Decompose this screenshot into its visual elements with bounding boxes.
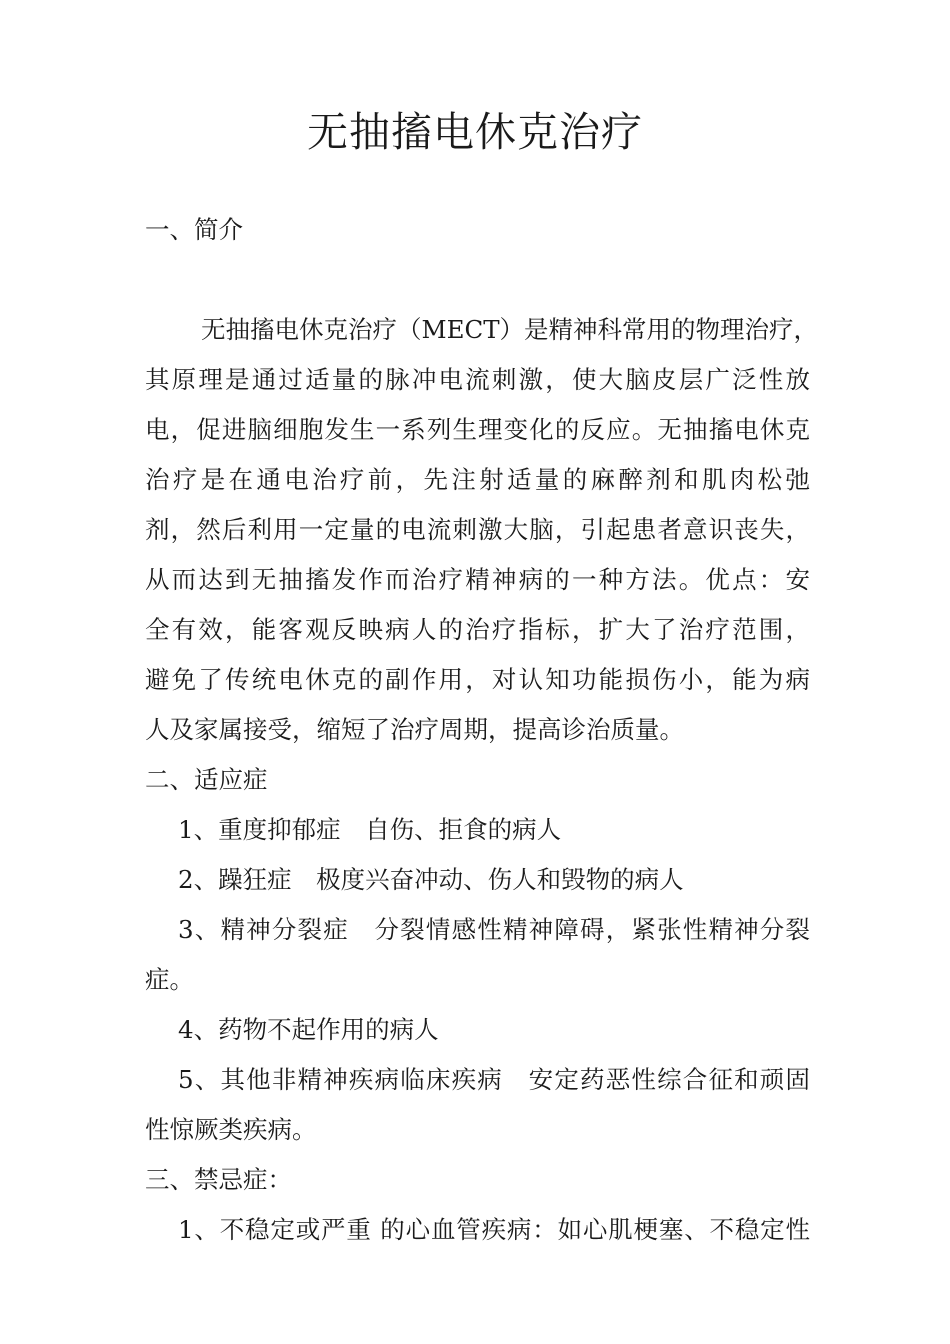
intro-line-6: 从而达到无抽搐发作而治疗精神病的一种方法。优点：安: [145, 565, 810, 594]
intro-line-1: 无抽搐电休克治疗（MECT）是精神科常用的物理治疗，: [201, 315, 819, 344]
section-heading-contraindications: 三、禁忌症：: [145, 1165, 292, 1194]
intro-line-9: 人及家属接受，缩短了治疗周期，提高诊治质量。: [145, 715, 684, 744]
indication-item-1: 1、重度抑郁症 自伤、拒食的病人: [178, 815, 562, 844]
indication-item-3-line-2: 症。: [145, 965, 194, 994]
indication-item-2: 2、躁狂症 极度兴奋冲动、伤人和毁物的病人: [178, 865, 684, 894]
intro-line-5: 剂，然后利用一定量的电流刺激大脑，引起患者意识丧失，: [145, 515, 810, 544]
intro-line-7: 全有效，能客观反映病人的治疗指标，扩大了治疗范围，: [145, 615, 810, 644]
indication-item-3-line-1: 3、精神分裂症 分裂情感性精神障碍，紧张性精神分裂: [178, 915, 810, 944]
indication-item-5-line-2: 性惊厥类疾病。: [145, 1115, 317, 1144]
section-heading-indications: 二、适应症: [145, 765, 268, 794]
document-body: [145, 205, 819, 1255]
section-heading-intro: 一、简介: [145, 215, 243, 244]
intro-line-8: 避免了传统电休克的副作用，对认知功能损伤小，能为病: [145, 665, 810, 694]
contraindication-item-1-line-1: 1、不稳定或严重 的心血管疾病：如心肌梗塞、不稳定性: [178, 1215, 810, 1244]
document-title: 无抽搐电休克治疗: [307, 108, 643, 156]
intro-line-2: 其原理是通过适量的脉冲电流刺激，使大脑皮层广泛性放: [145, 365, 810, 394]
intro-line-4: 治疗是在通电治疗前，先注射适量的麻醉剂和肌肉松弛: [145, 465, 810, 494]
indication-item-4: 4、药物不起作用的病人: [178, 1015, 439, 1044]
intro-line-3: 电，促进脑细胞发生一系列生理变化的反应。无抽搐电休克: [145, 415, 810, 444]
indication-item-5-line-1: 5、其他非精神疾病临床疾病 安定药恶性综合征和顽固: [178, 1065, 810, 1094]
